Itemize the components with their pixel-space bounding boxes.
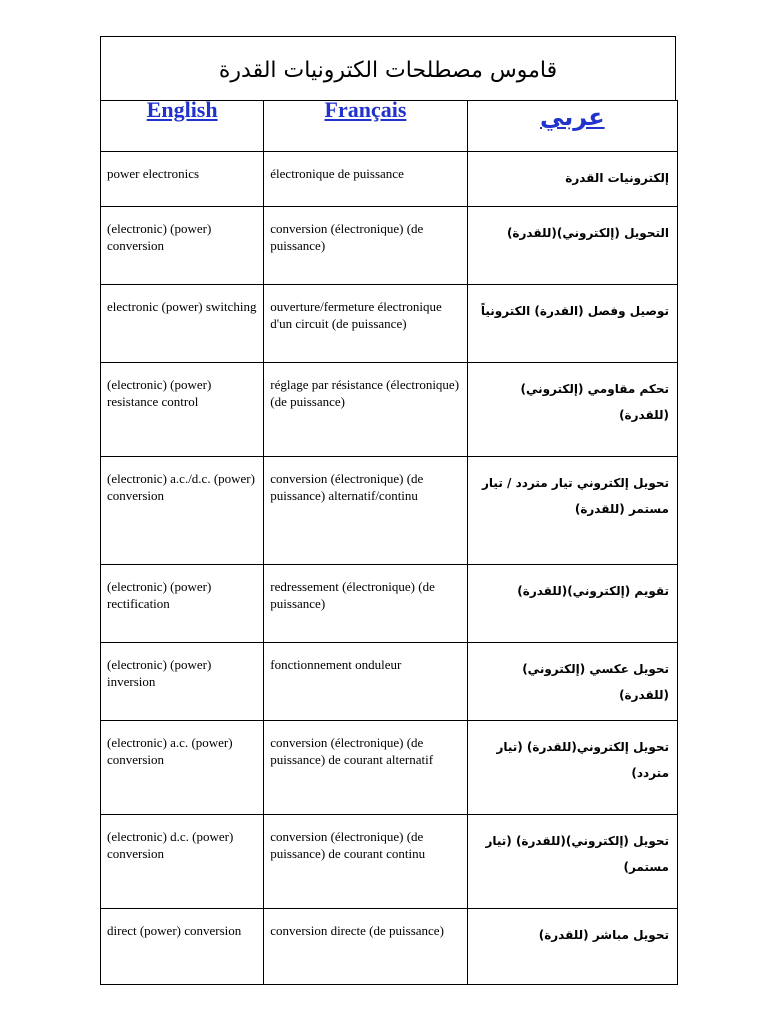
cell-french	[264, 643, 467, 721]
table-row	[101, 363, 678, 457]
cell-arabic-text: تحكم مقاومي (إلكتروني)(للقدرة)	[520, 382, 669, 422]
cell-english	[101, 721, 264, 815]
glossary-table	[100, 97, 678, 985]
cell-french	[264, 363, 467, 457]
table-row	[101, 643, 678, 721]
cell-arabic-text: تقويم (إلكتروني)(للقدرة)	[517, 584, 669, 598]
cell-english-text: (electronic) d.c. (power) conversion	[107, 829, 234, 861]
cell-english	[101, 363, 264, 457]
cell-english	[101, 285, 264, 363]
cell-english-text: (electronic) (power) conversion	[107, 221, 212, 253]
table-row	[101, 721, 678, 815]
table-body	[101, 152, 678, 985]
cell-french	[264, 207, 467, 285]
cell-french-text: redressement (électronique) (de puissance)	[270, 579, 435, 611]
cell-french-text: conversion (électronique) (de puissance) de courant alternatif	[270, 735, 434, 767]
cell-english-text: (electronic) a.c. (power) conversion	[107, 735, 233, 767]
cell-english	[101, 909, 264, 985]
cell-french	[264, 565, 467, 643]
cell-english-text: electronic (power) switching	[107, 299, 257, 314]
cell-french	[264, 457, 467, 565]
cell-english	[101, 457, 264, 565]
table-row	[101, 285, 678, 363]
cell-arabic	[467, 909, 677, 985]
cell-arabic	[467, 565, 677, 643]
cell-arabic	[467, 815, 677, 909]
cell-french-text: réglage par résistance (électronique) (de puissance)	[270, 377, 460, 409]
cell-french-text: conversion (électronique) (de puissance) de courant continu	[270, 829, 426, 861]
cell-arabic-text: تحويل إلكتروني(للقدرة) (تيار متردد)	[496, 740, 669, 780]
cell-english-text: (electronic) (power) rectification	[107, 579, 212, 611]
cell-arabic	[467, 285, 677, 363]
table-row	[101, 815, 678, 909]
cell-french	[264, 721, 467, 815]
header-english: English	[101, 101, 264, 152]
table-row	[101, 565, 678, 643]
cell-french	[264, 909, 467, 985]
cell-arabic-text: إلكترونيات القدرة	[565, 171, 669, 185]
cell-arabic-text: تحويل عكسي (إلكتروني)(للقدرة)	[522, 662, 669, 702]
cell-english-text: (electronic) (power) resistance control	[107, 377, 212, 409]
cell-arabic-text: تحويل (إلكتروني)(للقدرة) (تيار مستمر)	[485, 834, 669, 874]
table-row	[101, 457, 678, 565]
title-box	[100, 36, 676, 100]
cell-french-text: électronique de puissance	[270, 166, 404, 181]
cell-arabic	[467, 643, 677, 721]
cell-french-text: conversion (électronique) (de puissance) alternatif/continu	[270, 471, 424, 503]
cell-arabic	[467, 457, 677, 565]
cell-english	[101, 815, 264, 909]
cell-english	[101, 152, 264, 207]
cell-english-text: (electronic) a.c./d.c. (power) conversion	[107, 471, 255, 503]
cell-english	[101, 207, 264, 285]
cell-arabic	[467, 152, 677, 207]
cell-french-text: fonctionnement onduleur	[270, 657, 402, 672]
cell-french-text: conversion directe (de puissance)	[270, 923, 444, 938]
header-arabic: عربي	[467, 101, 677, 152]
cell-english-text: direct (power) conversion	[107, 923, 242, 938]
cell-arabic-text: التحويل (إلكتروني)(للقدرة)	[506, 226, 669, 240]
table-row	[101, 909, 678, 985]
cell-arabic-text: تحويل مباشر (للقدرة)	[538, 928, 669, 942]
cell-french	[264, 152, 467, 207]
header-french: Français	[264, 101, 467, 152]
cell-english	[101, 565, 264, 643]
cell-arabic-text: توصيل وفصل (القدرة) الكترونياً	[480, 304, 669, 318]
table-row	[101, 152, 678, 207]
cell-english	[101, 643, 264, 721]
cell-french	[264, 815, 467, 909]
table-header-row	[101, 101, 678, 152]
cell-arabic-text: تحويل إلكتروني تيار متردد / تيار مستمر (للقدرة)	[482, 476, 669, 516]
table-row	[101, 207, 678, 285]
cell-arabic	[467, 363, 677, 457]
cell-arabic	[467, 207, 677, 285]
cell-english-text: (electronic) (power) inversion	[107, 657, 212, 689]
cell-french-text: ouverture/fermeture électronique d'un circuit (de puissance)	[270, 299, 442, 331]
cell-english-text: power electronics	[107, 166, 200, 181]
cell-french	[264, 285, 467, 363]
cell-french-text: conversion (électronique) (de puissance)	[270, 221, 424, 253]
cell-arabic	[467, 721, 677, 815]
document-title: قاموس مصطلحات الكترونيات القدرة	[218, 58, 558, 83]
